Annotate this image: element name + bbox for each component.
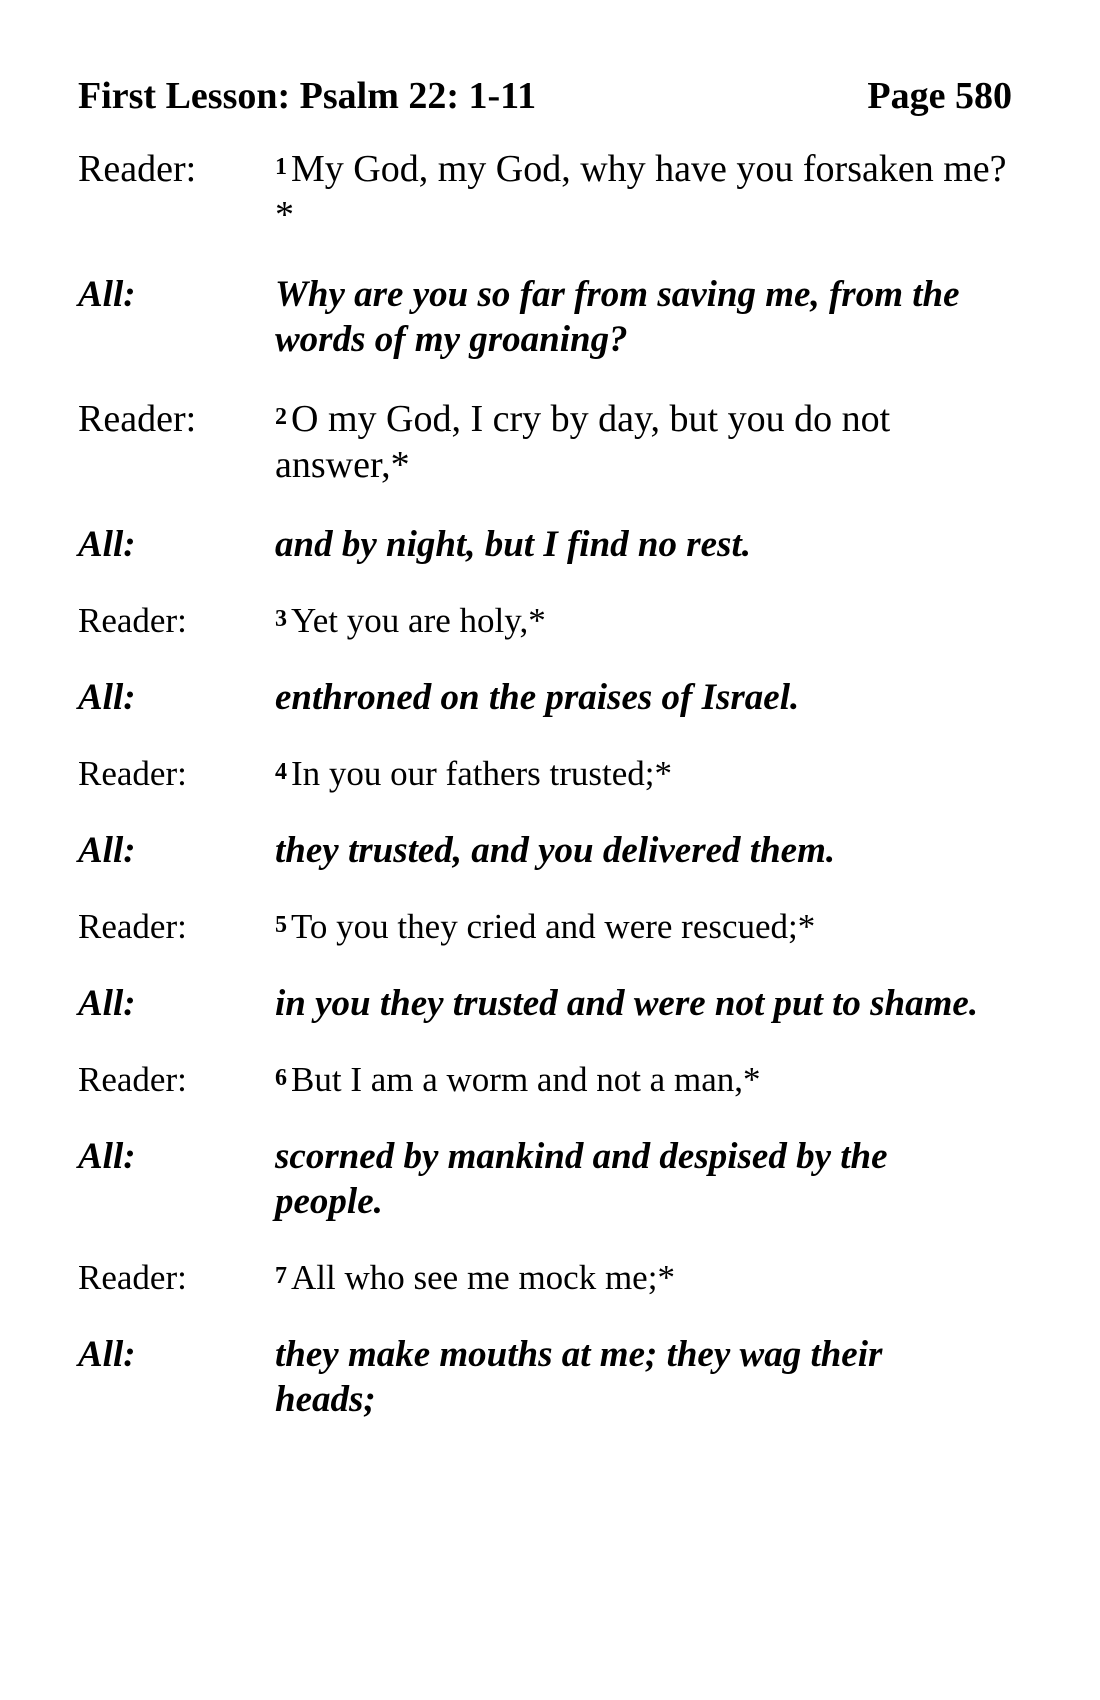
reading-text bbox=[275, 146, 1012, 238]
line-text: O my God, I cry by day, but you do not answer,* bbox=[275, 398, 891, 486]
reading-text bbox=[275, 752, 1012, 796]
speaker-label: Reader: bbox=[78, 907, 187, 946]
response-line bbox=[78, 1332, 1012, 1422]
reader-line bbox=[78, 905, 1012, 949]
reading-text bbox=[275, 905, 1012, 949]
reading-text bbox=[275, 396, 1012, 488]
reading-text bbox=[275, 1058, 1012, 1102]
speaker-label: Reader: bbox=[78, 148, 197, 190]
response-text: and by night, but I find no rest. bbox=[275, 524, 751, 565]
reader-line bbox=[78, 396, 1012, 488]
speaker-label: Reader: bbox=[78, 601, 187, 640]
speaker-label: All: bbox=[78, 1136, 136, 1177]
page-header bbox=[78, 74, 1012, 118]
verse-number: 4 bbox=[275, 759, 287, 785]
reader-line bbox=[78, 752, 1012, 796]
verse-number: 2 bbox=[275, 404, 287, 430]
verse-number: 3 bbox=[275, 606, 287, 632]
response-text: they make mouths at me; they wag their heads; bbox=[275, 1334, 883, 1420]
speaker-label: All: bbox=[78, 1334, 136, 1375]
speaker-label: All: bbox=[78, 524, 136, 565]
response-text: in you they trusted and were not put to shame. bbox=[275, 983, 979, 1024]
line-text: Yet you are holy,* bbox=[291, 601, 546, 640]
verse-number: 7 bbox=[275, 1263, 287, 1289]
speaker-label: All: bbox=[78, 830, 136, 871]
speaker-label: Reader: bbox=[78, 754, 187, 793]
page-number: Page 580 bbox=[867, 75, 1012, 117]
response-text: Why are you so far from saving me, from the words of my groaning? bbox=[275, 274, 960, 360]
line-text: But I am a worm and not a man,* bbox=[291, 1060, 761, 1099]
response-text: they trusted, and you delivered them. bbox=[275, 830, 836, 871]
response-line bbox=[78, 522, 1012, 567]
response-line bbox=[78, 981, 1012, 1026]
verse-number: 5 bbox=[275, 912, 287, 938]
reading-text bbox=[275, 599, 1012, 643]
reader-line bbox=[78, 1256, 1012, 1300]
reader-line bbox=[78, 1058, 1012, 1102]
verse-number: 1 bbox=[275, 154, 287, 180]
line-text: All who see me mock me;* bbox=[291, 1258, 675, 1297]
response-line bbox=[78, 828, 1012, 873]
response-line bbox=[78, 272, 1012, 362]
speaker-label: Reader: bbox=[78, 1258, 187, 1297]
verse-number: 6 bbox=[275, 1065, 287, 1091]
speaker-label: All: bbox=[78, 983, 136, 1024]
response-line bbox=[78, 675, 1012, 720]
speaker-label: Reader: bbox=[78, 398, 197, 440]
response-text: enthroned on the praises of Israel. bbox=[275, 677, 800, 718]
line-text: In you our fathers trusted;* bbox=[291, 754, 673, 793]
speaker-label: All: bbox=[78, 677, 136, 718]
speaker-label: All: bbox=[78, 274, 136, 315]
reader-line bbox=[78, 146, 1012, 238]
reading-text bbox=[275, 1256, 1012, 1300]
response-text: scorned by mankind and despised by the people. bbox=[275, 1136, 888, 1222]
lesson-title: First Lesson: Psalm 22: 1-11 bbox=[78, 75, 537, 117]
reader-line bbox=[78, 599, 1012, 643]
line-text: My God, my God, why have you forsaken me?* bbox=[275, 148, 1007, 236]
response-line bbox=[78, 1134, 1012, 1224]
line-text: To you they cried and were rescued;* bbox=[291, 907, 816, 946]
speaker-label: Reader: bbox=[78, 1060, 187, 1099]
